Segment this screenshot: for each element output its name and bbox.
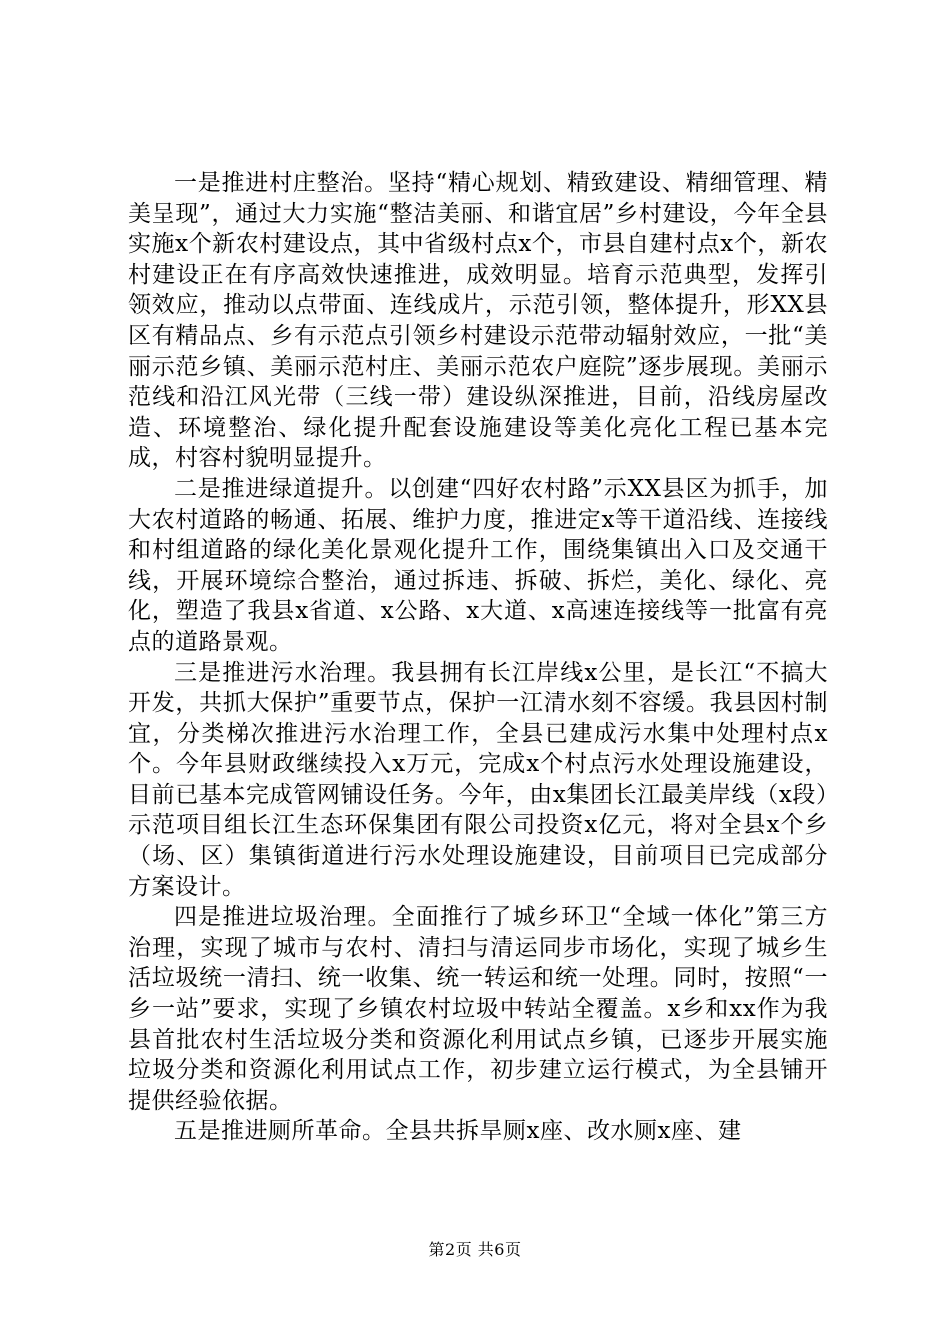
paragraph-sewage-treatment: 三是推进污水治理。我县拥有长江岸线x公里，是长江“不搞大开发，共抓大保护”重要节点，保护一江清水刻不容缓。我县因村制宜，分类梯次推进污水治理工作，全县已建成污水集中处理村点x个。今年县财政继续投入x万元，完成x个村点污水处理设施建设，目前已基本完成管网铺设任务。今年，由x集团长江最美岸线（x段）示范项目组长江生态环保集团有限公司投资x亿元，将对全县x个乡（场、区）集镇街道进行污水处理设施建设，目前项目已完成部分方案设计。 xyxy=(128,659,828,900)
paragraph-toilet-revolution: 五是推进厕所革命。全县共拆旱厕x座、改水厕x座、建 xyxy=(174,1118,742,1145)
paragraph-greenway-upgrade: 二是推进绿道提升。以创建“四好农村路”示XX县区为抓手，加大农村道路的畅通、拓展、维护力度，推进定x等干道沿线、连接线和村组道路的绿化美化景观化提升工作，围绕集镇出入口及交通干线，开展环境综合整治，通过拆违、拆破、拆烂，美化、绿化、亮化，塑造了我县x省道、x公路、x大道、x高速连接线等一批富有亮点的道路景观。 xyxy=(128,475,828,655)
paragraph-garbage-treatment: 四是推进垃圾治理。全面推行了城乡环卫“全域一体化”第三方治理，实现了城市与农村、清扫与清运同步市场化，实现了城乡生活垃圾统一清扫、统一收集、统一转运和统一处理。同时，按照“一乡一站”要求，实现了乡镇农村垃圾中转站全覆盖。x乡和xx作为我县首批农村生活垃圾分类和资源化利用试点乡镇，已逐步开展实施垃圾分类和资源化利用试点工作，初步建立运行模式，为全县铺开提供经验依据。 xyxy=(128,904,828,1114)
paragraph-village-renovation: 一是推进村庄整治。坚持“精心规划、精致建设、精细管理、精美呈现”，通过大力实施“整洁美丽、和谐宜居”乡村建设，今年全县实施x个新农村建设点，其中省级村点x个，市县自建村点x个，新农村建设正在有序高效快速推进，成效明显。培育示范典型，发挥引领效应，推动以点带面、连线成片，示范引领，整体提升，形XX县区有精品点、乡有示范点引领乡村建设示范带动辐射效应，一批“美丽示范乡镇、美丽示范村庄、美丽示范农户庭院”逐步展现。美丽示范线和沿江风光带（三线一带）建设纵深推进，目前，沿线房屋改造、环境整治、绿化提升配套设施建设等美化亮化工程已基本完成，村容村貌明显提升。 xyxy=(128,170,828,472)
document-body xyxy=(128,168,828,1147)
page-number-footer: 第2页 共6页 xyxy=(428,1240,522,1259)
